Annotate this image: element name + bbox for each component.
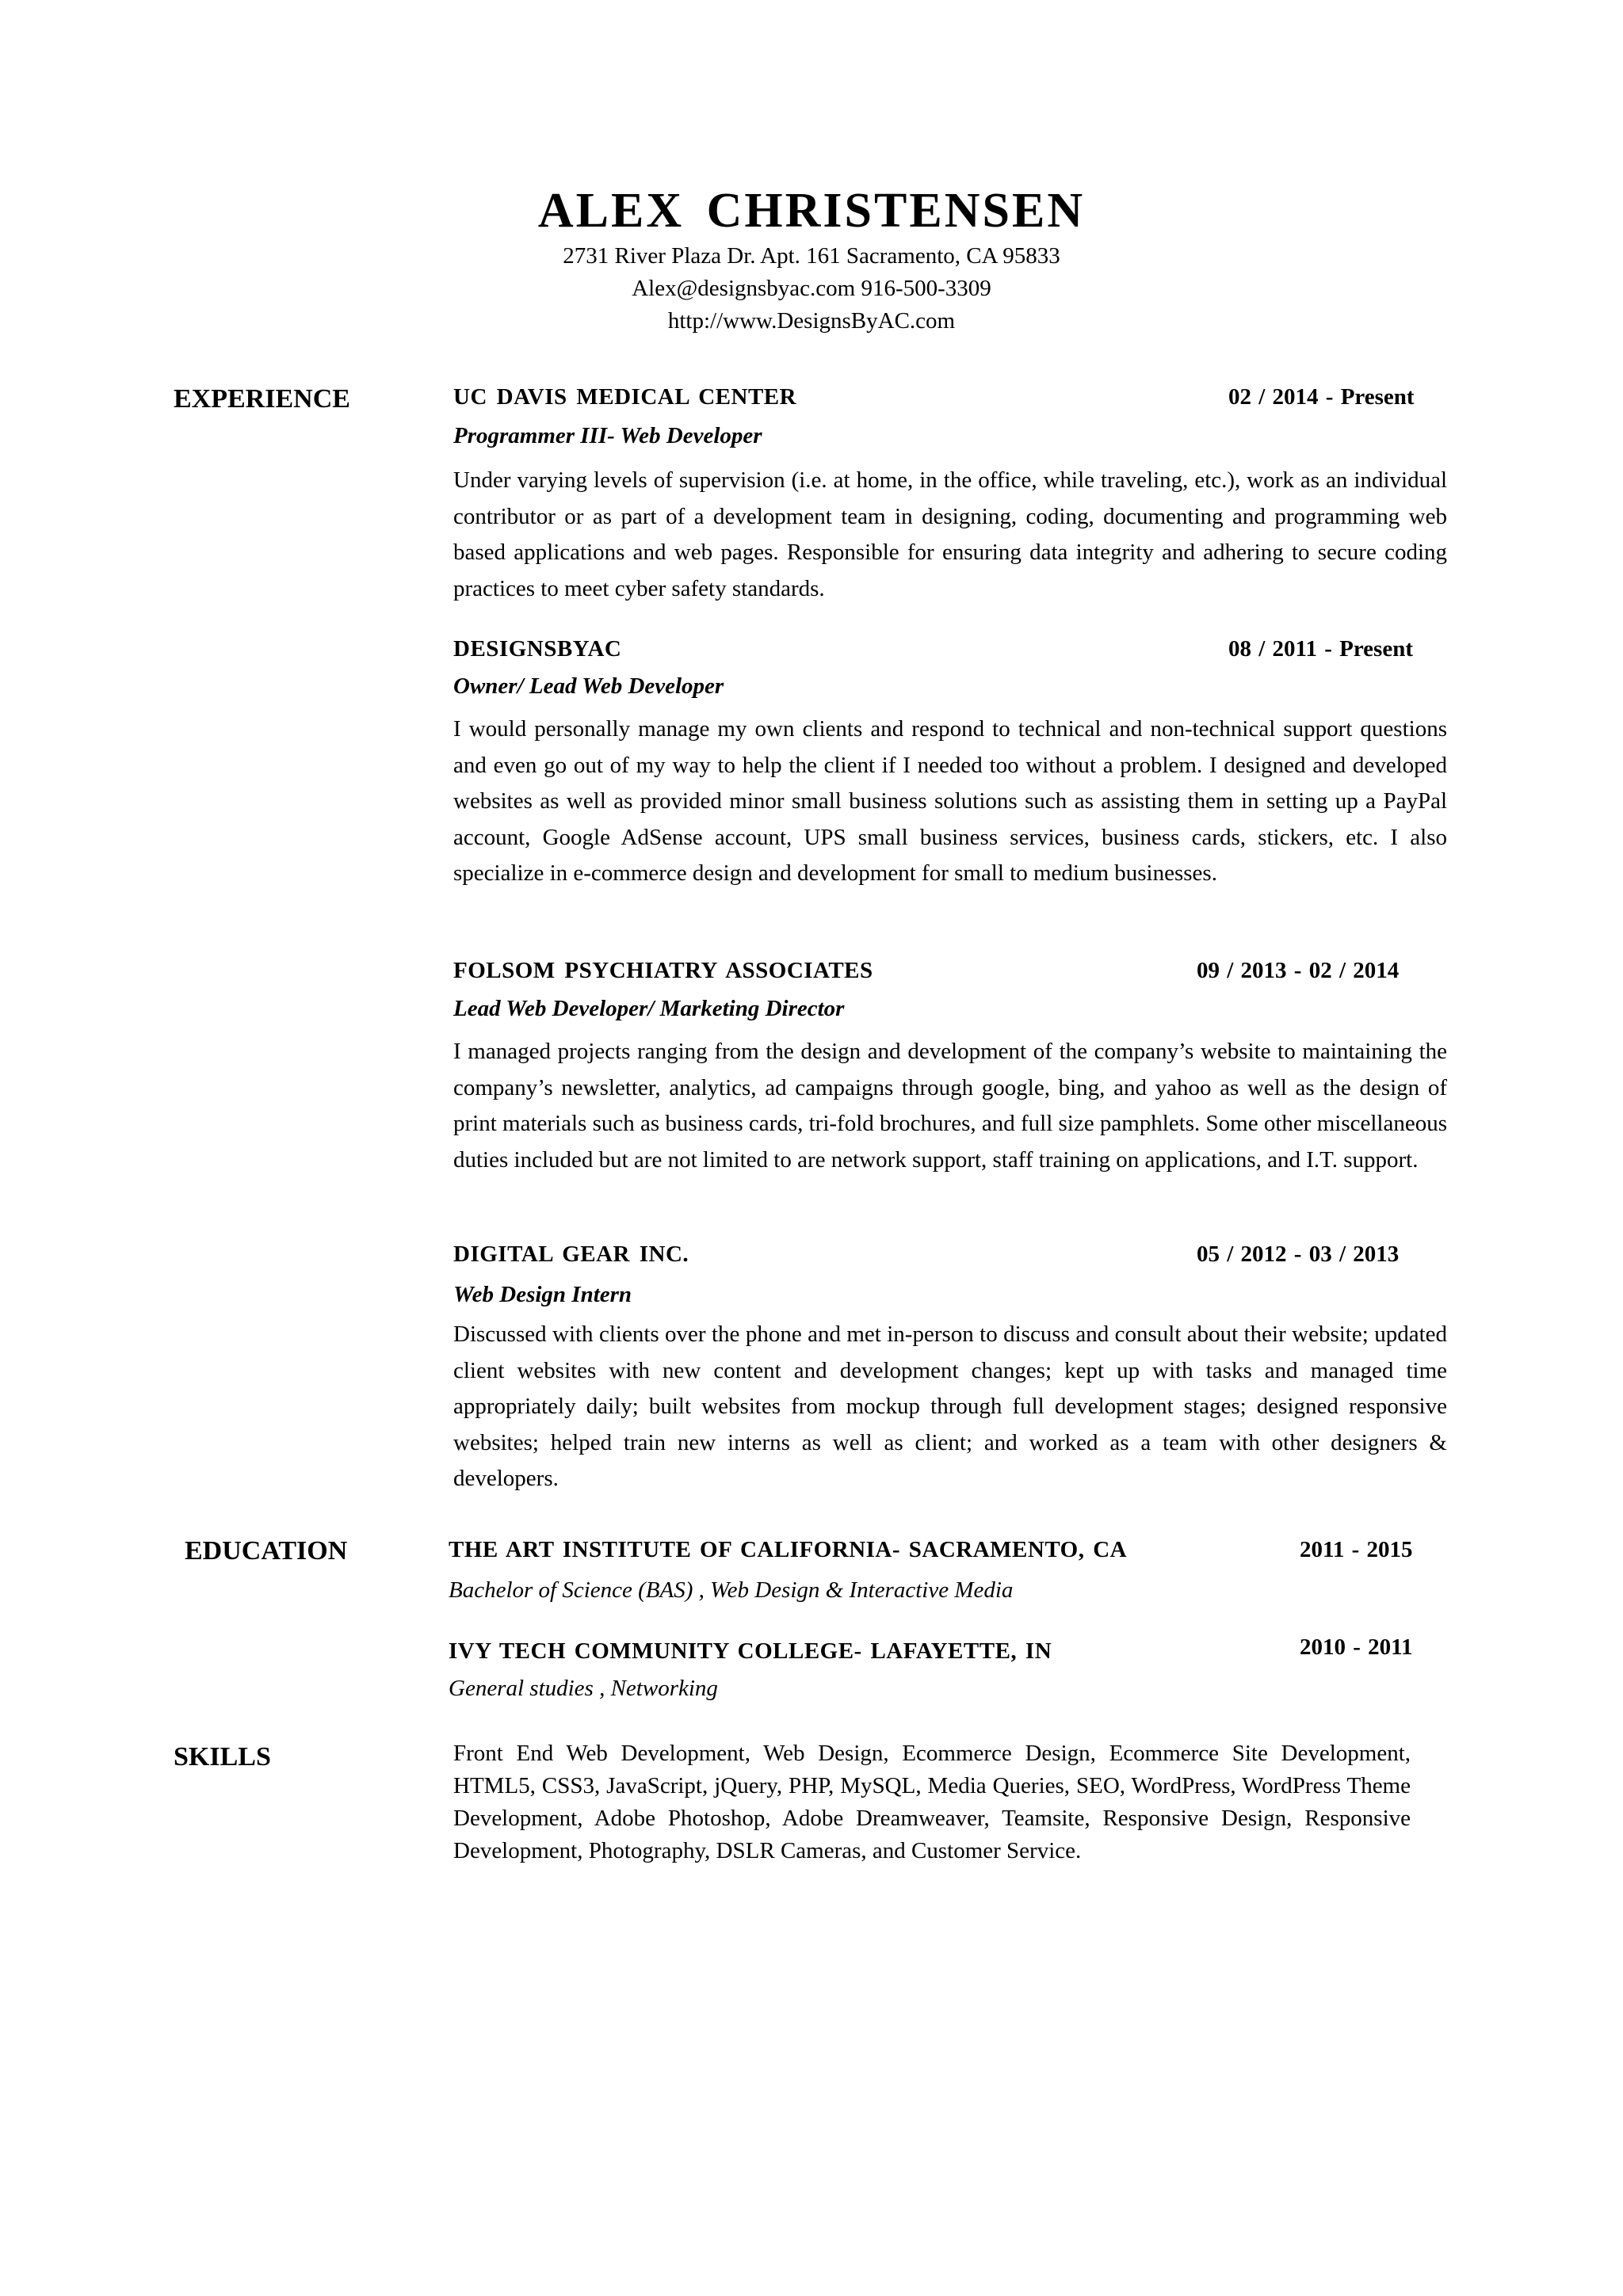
section-heading-experience: EXPERIENCE: [174, 384, 350, 414]
degree: Bachelor of Science (BAS) , Web Design & Interactive Media: [449, 1577, 1014, 1603]
education-dates: 2010 - 2011: [1300, 1634, 1413, 1660]
email-phone: Alex@designsbyac.com 916-500-3309: [632, 276, 991, 301]
employer-name: UC DAVIS MEDICAL CENTER: [453, 384, 797, 410]
job-title: Lead Web Developer/ Marketing Director: [453, 996, 845, 1021]
job-description: I managed projects ranging from the design and development of the company’s website to maintaining the company’s newsletter, analytics, ad campaigns through google, bing, and yahoo as well as the design of print materials such as business cards, tri-fold brochures, and full size pamphlets. Some other miscellaneous duties included but are not limited to are network support, staff training on applications, and I.T. support.: [453, 1039, 1447, 1173]
education-dates: 2011 - 2015: [1300, 1537, 1413, 1562]
employment-dates: 08 / 2011 - Present: [1228, 636, 1413, 662]
employer-name: DESIGNSBYAC: [453, 636, 622, 662]
job-description: Discussed with clients over the phone and met in-person to discuss and consult about their website; updated client websites with new content and development changes; kept up with tasks and managed time appropriately daily; built websites from mockup through full development stages; designed responsive websites; helped train new interns as well as client; and worked as a team with other designers & developers.: [453, 1322, 1447, 1491]
degree: General studies , Networking: [449, 1676, 718, 1701]
school-name: IVY TECH COMMUNITY COLLEGE- LAFAYETTE, IN: [449, 1638, 1052, 1664]
website-link[interactable]: http://www.DesignsByAC.com: [667, 308, 956, 334]
section-heading-skills: SKILLS: [174, 1742, 271, 1772]
job-description: Under varying levels of supervision (i.e. at home, in the office, while traveling, etc.), work as an individual contributor or as part of a development team in designing, coding, documenting and programming web based applications and web pages. Responsible for ensuring data integrity and adhering to secure coding practices to meet cyber safety standards.: [453, 467, 1447, 601]
job-title: Owner/ Lead Web Developer: [453, 673, 724, 699]
employment-dates: 02 / 2014 - Present: [1228, 384, 1415, 410]
employer-name: FOLSOM PSYCHIATRY ASSOCIATES: [453, 958, 873, 983]
job-title: Web Design Intern: [453, 1282, 632, 1307]
employment-dates: 09 / 2013 - 02 / 2014: [1197, 958, 1400, 983]
job-description: I would personally manage my own clients and respond to technical and non-technical support questions and even go out of my way to help the client if I needed too without a problem. I designed and developed websites as well as provided minor small business solutions such as assisting them in setting up a PayPal account, Google AdSense account, UPS small business services, business cards, stickers, etc. I also specialize in e-commerce design and development for small to medium businesses.: [453, 716, 1447, 886]
candidate-name: ALEX CHRISTENSEN: [537, 184, 1086, 238]
skills-list: Front End Web Development, Web Design, Ecommerce Design, Ecommerce Site Development, HTML5, CSS3, JavaScript, jQuery, PHP, MySQL, Media Queries, SEO, WordPress, WordPress Theme Development, Adobe Photoshop, Adobe Dreamweaver, Teamsite, Responsive Design, Responsive Development, Photography, DSLR Cameras, and Customer Service.: [453, 1741, 1411, 1863]
school-name: THE ART INSTITUTE OF CALIFORNIA- SACRAMENTO, CA: [449, 1537, 1128, 1562]
job-title: Programmer III- Web Developer: [453, 423, 762, 448]
employment-dates: 05 / 2012 - 03 / 2013: [1197, 1241, 1400, 1267]
employer-name: DIGITAL GEAR INC.: [453, 1241, 689, 1267]
section-heading-education: EDUCATION: [185, 1536, 348, 1566]
address: 2731 River Plaza Dr. Apt. 161 Sacramento, CA 95833: [563, 243, 1060, 269]
